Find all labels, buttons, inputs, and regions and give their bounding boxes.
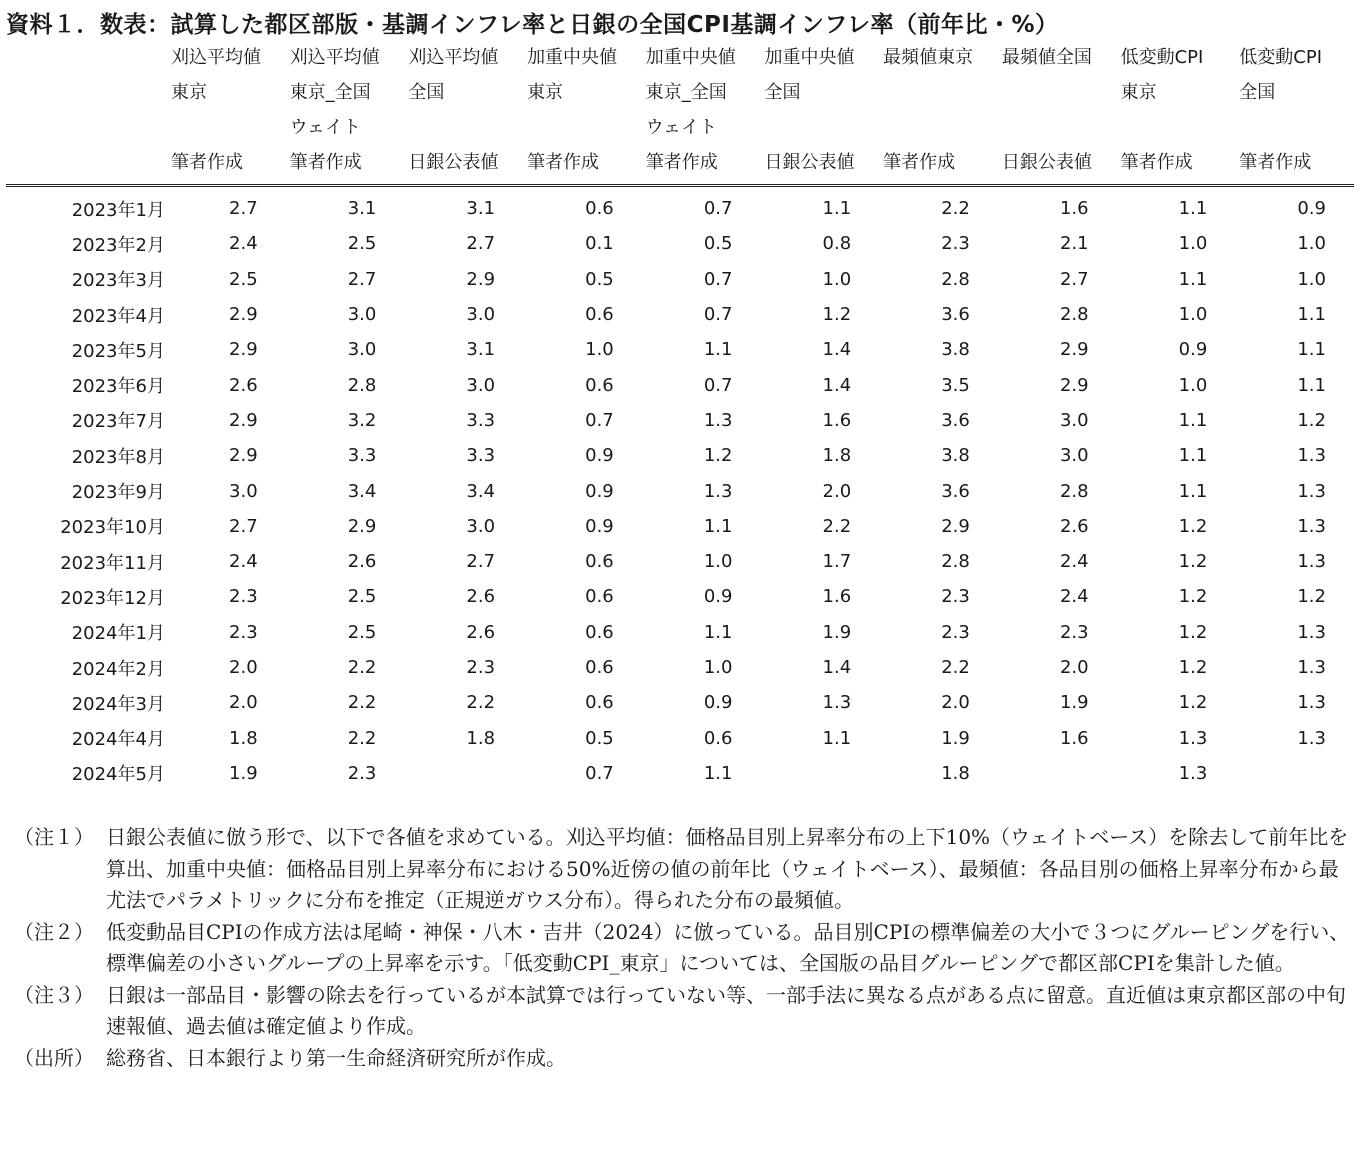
row-period: 2023年8月	[71, 446, 165, 468]
table-cell: 2.7	[466, 233, 496, 255]
column-header	[404, 40, 523, 186]
table-cell: 1.9	[1059, 692, 1089, 714]
table-cell: 1.1	[1178, 268, 1208, 290]
table-cell: 2.9	[941, 515, 970, 537]
note-label: （出所）	[14, 1045, 94, 1070]
table-cell: 2.3	[347, 762, 377, 784]
column-header-line: 最頻値全国	[1001, 47, 1092, 68]
table-cell: 3.1	[466, 198, 496, 220]
table-cell: 3.5	[941, 374, 970, 396]
table-body	[6, 186, 1354, 792]
table-cell: 0.9	[585, 480, 614, 502]
table-cell	[1235, 756, 1354, 791]
table-cell: 0.9	[703, 586, 733, 608]
row-period: 2023年10月	[60, 517, 165, 539]
table-cell: 0.9	[703, 692, 733, 714]
table-cell: 1.9	[822, 621, 852, 643]
table-cell: 3.0	[1059, 445, 1089, 467]
column-header-line	[527, 110, 642, 145]
table-cell: 2.7	[466, 551, 496, 573]
column-header	[167, 40, 286, 186]
table-header-row	[6, 40, 1354, 186]
table-cell: 3.0	[466, 515, 496, 537]
table-row	[6, 226, 1354, 261]
column-header	[879, 40, 998, 186]
table-cell: 1.8	[229, 727, 258, 749]
table-cell: 1.1	[1297, 304, 1326, 326]
table-cell: 2.3	[941, 586, 970, 608]
column-header-line: ウェイト	[289, 117, 361, 138]
column-source: 筆者作成	[527, 152, 600, 173]
column-header-line: 加重中央値	[527, 47, 618, 68]
table-cell: 2.0	[229, 657, 258, 678]
table-cell: 0.6	[585, 304, 614, 326]
table-cell: 1.2	[1178, 692, 1208, 714]
table-cell: 1.1	[1178, 198, 1208, 220]
note	[14, 822, 1356, 917]
column-header-line	[1002, 110, 1117, 145]
table-cell: 0.6	[703, 727, 733, 749]
table-cell: 1.2	[703, 445, 733, 467]
table-cell: 1.1	[703, 515, 733, 537]
column-header	[1235, 40, 1354, 186]
column-header-line: 加重中央値	[764, 47, 855, 68]
table-cell: 0.7	[703, 374, 733, 396]
table-cell: 1.0	[1297, 233, 1326, 255]
table-cell: 2.8	[347, 374, 377, 396]
table-row	[6, 403, 1354, 438]
table-row	[6, 756, 1354, 791]
table-cell: 2.5	[347, 586, 377, 608]
table-cell: 2.3	[229, 621, 258, 643]
table-cell: 2.0	[941, 692, 970, 714]
table-cell: 1.8	[941, 762, 970, 784]
column-header-line: 全国	[408, 82, 445, 103]
column-header	[523, 40, 642, 186]
table-cell: 1.2	[1297, 409, 1326, 431]
table-row	[6, 685, 1354, 720]
row-period: 2023年2月	[71, 234, 165, 256]
table-cell: 1.2	[1178, 621, 1208, 643]
table-cell: 1.1	[822, 727, 852, 749]
table-cell: 1.3	[1297, 621, 1326, 643]
table-cell: 1.8	[822, 445, 852, 467]
row-period: 2023年3月	[71, 270, 165, 292]
page-title: 資料１．数表：試算した都区部版・基調インフレ率と日銀の全国CPI基調インフレ率（前年比・%）	[6, 12, 1059, 38]
column-header-line	[1002, 75, 1117, 110]
table-cell: 3.0	[229, 480, 258, 502]
table-cell: 0.6	[585, 586, 614, 608]
table-cell: 3.0	[1059, 409, 1089, 431]
table-row	[6, 650, 1354, 685]
table-cell: 3.0	[347, 304, 377, 326]
table-cell: 1.1	[1297, 374, 1326, 396]
table-cell: 1.1	[1178, 409, 1208, 431]
table-cell: 0.9	[1297, 198, 1326, 220]
table-cell: 0.6	[585, 621, 614, 643]
table-cell: 3.4	[347, 480, 377, 502]
inflation-table	[6, 40, 1354, 791]
table-cell: 1.0	[1297, 268, 1326, 290]
table-cell: 2.3	[941, 233, 970, 255]
table-cell: 1.0	[585, 339, 614, 361]
column-header-line: 刈込平均値	[170, 47, 261, 68]
table-cell: 3.0	[466, 374, 496, 396]
table-cell: 2.0	[229, 692, 258, 714]
table-cell: 1.3	[1297, 657, 1326, 678]
note	[14, 980, 1356, 1043]
table-cell: 1.3	[703, 409, 733, 431]
table-cell: 0.9	[585, 515, 614, 537]
table-cell: 1.4	[822, 339, 852, 361]
table-cell: 2.7	[1059, 268, 1089, 290]
row-period: 2023年11月	[60, 552, 165, 574]
note-text: 日銀公表値に倣う形で、以下で各値を求めている。刈込平均値：価格品目別上昇率分布の上下10%（ウェイトベース）を除去して前年比を算出、加重中央値：価格品目別上昇率分布における50%近傍の値の前年比（ウェイトベース）、最頻値：各品目別の価格上昇率分布から最尤法でパラメトリックに分布を推定（正規逆ガウス分布）。得られた分布の最頻値。	[106, 825, 1349, 912]
table-cell: 2.7	[229, 515, 258, 537]
table-cell: 0.1	[585, 233, 614, 255]
table-cell: 2.8	[1059, 304, 1089, 326]
note-text: 日銀は一部品目・影響の除去を行っているが本試算では行っていない等、一部手法に異なる点がある点に留意。直近値は東京都区部の中旬速報値、過去値は確定値より作成。	[106, 982, 1346, 1038]
table-cell: 0.7	[585, 409, 614, 431]
column-header-line: 加重中央値	[645, 47, 736, 68]
table-row	[6, 297, 1354, 332]
table-cell: 2.2	[822, 515, 852, 537]
table-row	[6, 544, 1354, 579]
note	[14, 917, 1356, 980]
column-header	[998, 40, 1117, 186]
table-cell: 2.9	[229, 445, 258, 467]
table-cell: 1.6	[1059, 198, 1089, 220]
column-header-line: 東京	[170, 82, 207, 103]
column-header-line	[408, 110, 523, 145]
column-source: 日銀公表値	[1001, 152, 1092, 173]
column-header-line: 東京	[1120, 82, 1157, 103]
column-header-line: 低変動CPI	[1120, 47, 1204, 68]
table-row	[6, 579, 1354, 614]
table-cell: 1.1	[703, 621, 733, 643]
table-row	[6, 473, 1354, 508]
table-cell: 3.6	[941, 480, 970, 502]
column-header-line	[883, 75, 998, 110]
table-cell: 1.1	[1178, 480, 1208, 502]
table-cell: 3.0	[466, 304, 496, 326]
table-cell: 1.3	[1297, 551, 1326, 573]
column-header	[1117, 40, 1236, 186]
table-cell: 1.1	[822, 198, 852, 220]
table-cell: 1.2	[1178, 657, 1208, 678]
table-cell: 3.0	[347, 339, 377, 361]
table-cell: 1.6	[822, 409, 852, 431]
table-cell: 2.0	[822, 480, 852, 502]
table-cell: 2.9	[229, 304, 258, 326]
row-period: 2023年9月	[71, 482, 165, 504]
column-header	[286, 40, 405, 186]
column-header-line: 全国	[1239, 82, 1276, 103]
table-cell: 1.2	[1178, 586, 1208, 608]
column-header-line	[883, 110, 998, 145]
row-period: 2023年12月	[60, 587, 165, 609]
table-cell: 2.9	[347, 515, 377, 537]
row-period: 2023年6月	[71, 376, 165, 398]
table-cell: 3.1	[466, 339, 496, 361]
column-source: 日銀公表値	[764, 152, 855, 173]
row-period: 2023年7月	[71, 411, 165, 433]
table-cell: 1.1	[703, 339, 733, 361]
table-cell: 0.6	[585, 692, 614, 714]
table-cell: 0.6	[585, 374, 614, 396]
table-cell: 1.0	[1178, 374, 1208, 396]
table-cell: 0.6	[585, 657, 614, 678]
table-cell: 1.3	[1297, 480, 1326, 502]
table-cell: 1.1	[1178, 445, 1208, 467]
table-cell: 2.6	[347, 551, 377, 573]
table-cell: 2.3	[466, 657, 496, 678]
table-cell: 1.0	[822, 268, 852, 290]
table-cell: 0.9	[1178, 339, 1208, 361]
table-cell: 1.2	[1178, 551, 1208, 573]
notes-section	[14, 822, 1356, 1074]
column-header-line: 最頻値東京	[883, 47, 974, 68]
table-cell: 1.9	[229, 762, 258, 784]
table-cell: 0.9	[585, 445, 614, 467]
table-cell: 0.7	[703, 304, 733, 326]
table-cell: 1.7	[822, 551, 852, 573]
header-corner	[6, 40, 167, 186]
table-cell: 3.2	[347, 409, 377, 431]
row-period: 2024年1月	[71, 623, 165, 645]
table-cell: 2.2	[941, 657, 970, 678]
table-cell: 1.2	[822, 304, 852, 326]
table-cell	[998, 756, 1117, 791]
table-cell: 1.4	[822, 657, 852, 678]
table-cell: 2.3	[1059, 621, 1089, 643]
table-cell: 2.4	[1059, 586, 1089, 608]
table-cell: 3.3	[466, 409, 496, 431]
column-source: 筆者作成	[170, 152, 243, 173]
table-cell: 1.8	[466, 727, 496, 749]
table-cell: 2.9	[1059, 339, 1089, 361]
table-cell: 1.3	[1178, 727, 1208, 749]
column-source: 筆者作成	[1239, 152, 1312, 173]
table-cell: 2.5	[347, 621, 377, 643]
table-cell: 0.7	[585, 762, 614, 784]
table-cell: 1.3	[1297, 692, 1326, 714]
table-cell: 2.2	[347, 727, 377, 749]
table-cell: 3.3	[466, 445, 496, 467]
table-cell: 2.6	[466, 621, 496, 643]
table-cell: 2.1	[1059, 233, 1089, 255]
note-label: （注１）	[14, 825, 94, 849]
table-cell: 2.3	[229, 586, 258, 608]
table-cell: 2.4	[1059, 551, 1089, 573]
row-period: 2023年4月	[71, 305, 165, 327]
table-cell: 3.8	[941, 445, 970, 467]
table-cell: 2.9	[1059, 374, 1089, 396]
column-header-line: ウェイト	[645, 117, 718, 138]
table-cell: 0.5	[703, 233, 733, 255]
column-header-line	[764, 110, 879, 145]
table-cell: 3.6	[941, 409, 970, 431]
table-row	[6, 186, 1354, 227]
table-cell: 2.5	[229, 268, 258, 290]
table-cell: 1.3	[703, 480, 733, 502]
column-source: 日銀公表値	[408, 152, 499, 173]
table-cell: 0.6	[585, 551, 614, 573]
table-cell: 1.3	[1297, 727, 1326, 749]
table-cell: 2.5	[347, 233, 377, 255]
table-cell: 2.2	[347, 692, 377, 714]
column-header-line: 東京_全国	[289, 82, 371, 103]
table-cell: 2.7	[229, 198, 258, 220]
table-cell: 2.2	[941, 198, 970, 220]
note-text: 低変動品目CPIの作成方法は尾崎・神保・八木・吉井（2024）に倣っている。品目別CPIの標準偏差の大小で３つにグルーピングを行い、標準偏差の小さいグループの上昇率を示す。「低変動CPI_東京」については、全国版の品目グルーピングで都区部CPIを集計した値。	[106, 919, 1350, 975]
column-header-line: 刈込平均値	[408, 47, 499, 68]
row-period: 2023年5月	[71, 340, 165, 362]
column-header-line: 東京_全国	[645, 82, 727, 103]
table-cell: 2.9	[229, 339, 258, 361]
column-source: 筆者作成	[645, 152, 718, 173]
table-cell	[404, 756, 523, 791]
table-cell: 1.3	[1297, 445, 1326, 467]
column-header	[642, 40, 761, 186]
column-header	[760, 40, 879, 186]
table-cell: 3.6	[941, 304, 970, 326]
column-header-line	[171, 110, 286, 145]
table-cell: 0.5	[585, 268, 614, 290]
table-cell: 1.2	[1178, 515, 1208, 537]
table-cell: 1.3	[1297, 515, 1326, 537]
table-cell: 0.7	[703, 198, 733, 220]
table-cell: 2.9	[466, 268, 496, 290]
column-header-line	[1121, 110, 1236, 145]
row-period: 2023年1月	[71, 199, 165, 221]
table-cell: 1.6	[822, 586, 852, 608]
column-source: 筆者作成	[289, 152, 362, 173]
table-cell: 2.3	[941, 621, 970, 643]
table-cell: 1.0	[1178, 304, 1208, 326]
column-header-line: 全国	[764, 82, 801, 103]
table-cell: 2.6	[229, 374, 258, 396]
note-text: 総務省、日本銀行より第一生命経済研究所が作成。	[106, 1045, 566, 1070]
row-period: 2024年2月	[71, 658, 165, 680]
note-label: （注３）	[14, 982, 94, 1007]
table-cell: 2.6	[1059, 515, 1089, 537]
table-cell: 3.8	[941, 339, 970, 361]
table-cell: 1.0	[1178, 233, 1208, 255]
table-row	[6, 367, 1354, 402]
table-cell: 1.1	[1297, 339, 1326, 361]
table-cell: 0.8	[822, 233, 852, 255]
table-cell: 2.7	[347, 268, 377, 290]
table-cell: 2.0	[1059, 657, 1089, 678]
table-cell: 1.0	[703, 551, 733, 573]
table-row	[6, 438, 1354, 473]
table-cell	[760, 756, 879, 791]
column-source: 筆者作成	[883, 152, 956, 173]
column-header-line: 東京	[527, 82, 564, 103]
table-cell: 3.3	[347, 445, 377, 467]
table-cell: 2.4	[229, 233, 258, 255]
row-period: 2024年4月	[71, 729, 165, 751]
column-header-line: 低変動CPI	[1239, 47, 1323, 68]
table-row	[6, 332, 1354, 367]
table-cell: 1.6	[1059, 727, 1089, 749]
note	[14, 1043, 1356, 1075]
table-cell: 0.6	[585, 198, 614, 220]
column-header-line: 刈込平均値	[289, 47, 380, 68]
table-cell: 1.3	[1178, 762, 1208, 784]
table-row	[6, 615, 1354, 650]
table-cell: 2.8	[1059, 480, 1089, 502]
row-period: 2024年5月	[71, 764, 165, 786]
table-cell: 1.9	[941, 727, 970, 749]
note-label: （注２）	[14, 919, 94, 944]
column-source: 筆者作成	[1120, 152, 1193, 173]
table-row	[6, 262, 1354, 297]
table-cell: 1.4	[822, 374, 852, 396]
table-row	[6, 720, 1354, 755]
table-row	[6, 509, 1354, 544]
row-period: 2024年3月	[71, 693, 165, 715]
table-cell: 3.4	[466, 480, 496, 502]
table-cell: 0.5	[585, 727, 614, 749]
table-cell: 2.2	[347, 657, 377, 678]
table-cell: 2.4	[229, 551, 258, 573]
table-cell: 2.8	[941, 268, 970, 290]
table-cell: 3.1	[347, 198, 377, 220]
table-cell: 1.2	[1297, 586, 1326, 608]
table-cell: 2.2	[466, 692, 496, 714]
table-cell: 1.0	[703, 657, 733, 678]
column-header-line	[1239, 110, 1354, 145]
table-cell: 0.7	[703, 268, 733, 290]
table-cell: 2.8	[941, 551, 970, 573]
table-cell: 2.9	[229, 409, 258, 431]
table-cell: 1.3	[822, 692, 852, 714]
table-cell: 1.1	[703, 762, 733, 784]
table-cell: 2.6	[466, 586, 496, 608]
